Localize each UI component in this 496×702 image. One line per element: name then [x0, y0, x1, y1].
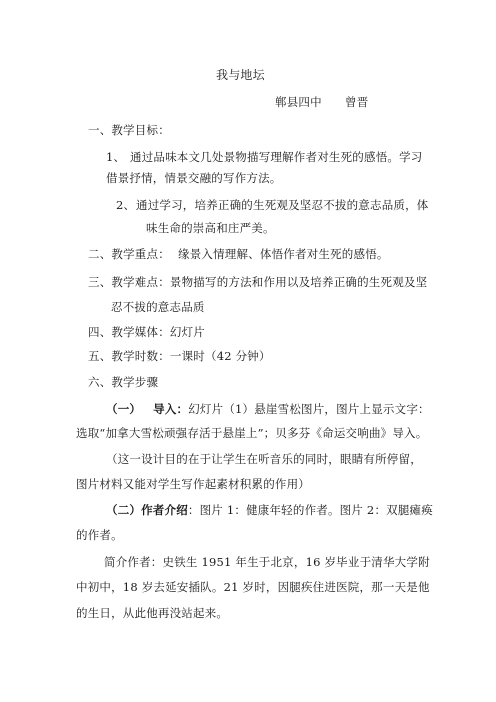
author-school: 郸县四中 — [275, 95, 322, 109]
step2-line1-text: ：图片 1：健康年轻的作者。图片 2：双腿瘫痪 — [187, 503, 433, 517]
step1-label: 导入： — [153, 402, 189, 416]
key-point-text: 缘景入情理解、体悟作者对生死的感悟。 — [178, 247, 389, 261]
goals-heading: 一、教学目标： — [88, 123, 170, 137]
hours-line: 五、教学时数：一课时（42 分钟） — [88, 349, 271, 363]
step2-label: （二）作者介绍 — [106, 503, 188, 517]
step2-bio-line2: 中初中，18 岁去延安插队。21 岁时，因腿疾住进医院，那一天是他 — [76, 580, 430, 594]
author-name: 曾晋 — [345, 95, 369, 109]
document-title: 我与地坛 — [216, 68, 265, 82]
step1-note-line2: 图片材料又能对学生写作起素材积累的作用） — [76, 477, 310, 491]
steps-heading: 六、教学步骤 — [88, 375, 159, 389]
step2-line1 — [106, 502, 433, 518]
difficulty-line2: 忍不拔的意志品质 — [111, 300, 205, 314]
step2-bio-line3: 的生日，从此他再没站起来。 — [76, 606, 229, 620]
goal2-number: 2、 — [116, 198, 136, 212]
goal1-line2: 借景抒情，情景交融的写作方法。 — [106, 171, 282, 185]
goal2-line2: 味生命的崇高和庄严美。 — [146, 221, 275, 235]
step1-note-line1: （这一设计目的在于让学生在听音乐的同时，眼睛有所停留， — [106, 452, 422, 466]
step1-line1 — [106, 401, 430, 417]
step1-line1-text: 幻灯片（1）悬崖雪松图片，图片上显示文字： — [188, 402, 430, 416]
goal2-line1: 通过学习，培养正确的生死观及坚忍不拔的意志品质，体 — [136, 198, 429, 212]
media-line: 四、教学媒体：幻灯片 — [88, 325, 205, 339]
step1-number: （一） — [106, 402, 142, 416]
step1-line2: 选取“加拿大雪松顽强存活于悬崖上”；贝多芬《命运交响曲》导入。 — [76, 426, 428, 440]
key-point-label: 二、教学重点： — [88, 247, 170, 261]
goal1-number: 1、 — [106, 150, 126, 164]
step2-bio-line1: 简介作者：史铁生 1951 年生于北京，16 岁毕业于清华大学附 — [104, 555, 430, 569]
difficulty-line1: 三、教学难点：景物描写的方法和作用以及培养正确的生死观及坚 — [88, 275, 428, 289]
goal1-line1: 通过品味本文几处景物描写理解作者对生死的感悟。学习 — [130, 150, 423, 164]
step2-line2: 的作者。 — [76, 528, 123, 542]
